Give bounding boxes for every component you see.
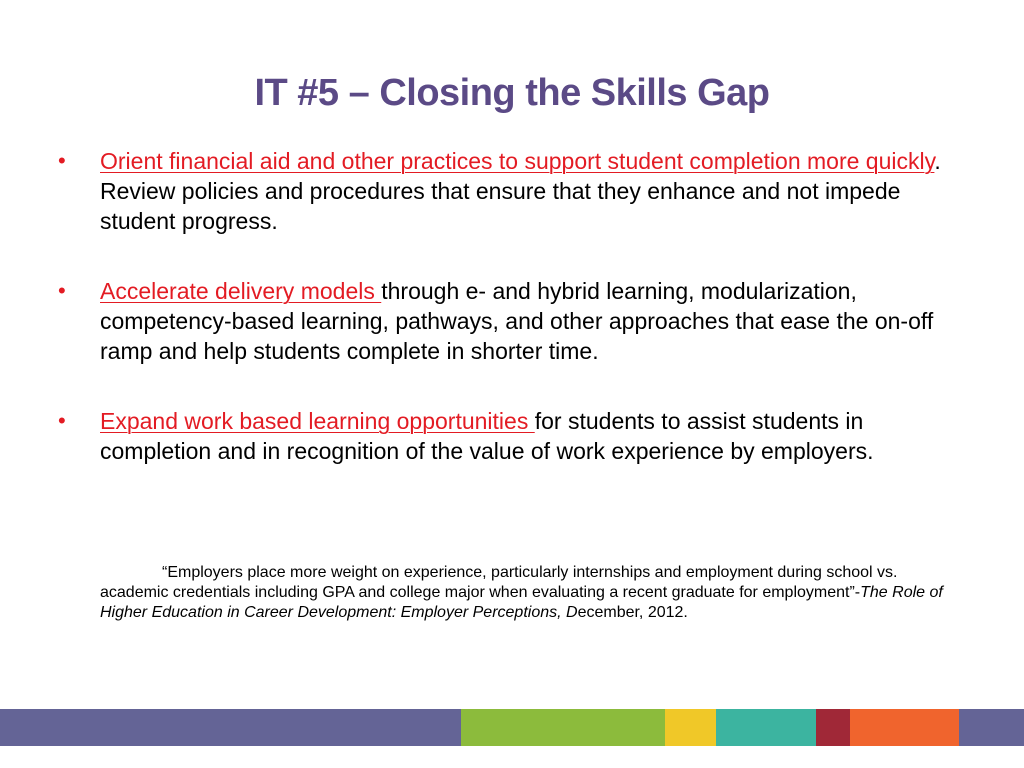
footer-segment — [816, 709, 850, 746]
bullet-text: for students to assist students in completion and in recognition of the value of work experience by employers. — [100, 408, 874, 464]
bullet-item — [58, 406, 958, 466]
footer-segment — [665, 709, 716, 746]
footer-segment — [716, 709, 816, 746]
quote-date: ecember, 2012. — [577, 604, 688, 621]
quote-block — [100, 563, 950, 623]
bullet-link-work-based-learning[interactable]: Expand work based learning opportunities — [100, 408, 535, 434]
bullet-item — [58, 276, 958, 366]
footer-segment — [850, 709, 959, 746]
bullet-link-delivery-models[interactable]: Accelerate delivery models — [100, 278, 382, 304]
footer-segment — [0, 709, 461, 746]
bullet-text: through e- and hybrid learning, modularization, competency-based learning, pathways, and other approaches that ease the on-off ramp and help students complete in shorter time. — [100, 278, 934, 364]
bullet-marker: • — [58, 148, 66, 173]
bullet-marker: • — [58, 408, 66, 433]
footer-segment — [959, 709, 1024, 746]
bullet-item — [58, 146, 958, 236]
bullet-link-financial-aid[interactable]: Orient financial aid and other practices to support student completion more quickly — [100, 148, 935, 174]
quote-text: “Employers place more weight on experience, particularly internships and employment during school vs. academic credentials including GPA and college major when evaluating a recent graduate for employment”- — [100, 564, 898, 601]
slide-title: IT #5 – Closing the Skills Gap — [254, 72, 770, 114]
quote-source: The Role of Higher Education in Career Development: Employer Perceptions, D — [100, 584, 943, 621]
bullet-marker: • — [58, 278, 66, 303]
bullet-text: . Review policies and procedures that ensure that they enhance and not impede student progress. — [100, 148, 941, 234]
bullet-list — [58, 146, 958, 506]
footer-color-bar — [0, 709, 1024, 746]
footer-segment — [461, 709, 665, 746]
